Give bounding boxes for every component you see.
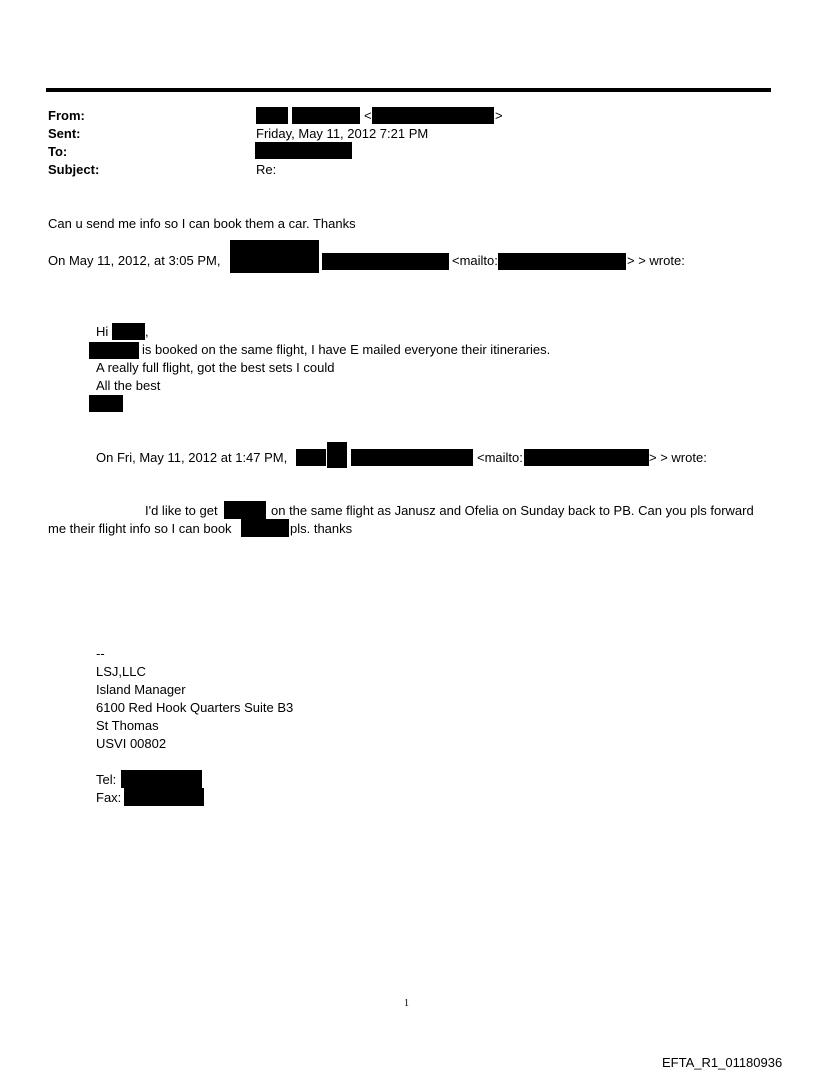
reply-line-3: A really full flight, got the best sets I could <box>96 360 335 375</box>
reply-line-2: is booked on the same flight, I have E mailed everyone their itineraries. <box>142 342 551 357</box>
redaction-quote1-name <box>230 240 319 273</box>
header-rule <box>46 88 771 92</box>
orig-part-2: on the same flight as Janusz and Ofelia on Sunday back to PB. Can you pls forward <box>271 503 754 518</box>
to-label: To: <box>48 144 68 159</box>
redaction-quote2-email <box>351 449 473 466</box>
redaction-reply-name <box>112 323 145 340</box>
redaction-orig-person <box>224 501 266 519</box>
page-number: 1 <box>404 998 409 1009</box>
sent-label: Sent: <box>48 126 81 141</box>
quote2-prefix: On Fri, May 11, 2012 at 1:47 PM, <box>96 450 288 465</box>
quote1-mailto: <mailto: <box>452 253 498 268</box>
quote2-mailto: <mailto: <box>477 450 523 465</box>
redaction-fax <box>124 788 204 806</box>
reply-comma: , <box>145 324 149 339</box>
from-gt: > <box>495 108 503 123</box>
orig-part-4: pls. thanks <box>290 521 353 536</box>
redaction-quote1-email <box>322 253 449 270</box>
signature-title: Island Manager <box>96 682 186 697</box>
from-label: From: <box>48 108 85 123</box>
subject-label: Subject: <box>48 162 100 177</box>
subject-value: Re: <box>256 162 277 177</box>
redaction-quote2-name-b <box>327 442 347 468</box>
redaction-to <box>255 142 352 159</box>
redaction-quote1-mailto <box>498 253 626 270</box>
redaction-reply-signoff <box>89 395 123 412</box>
quote1-suffix: > > wrote: <box>627 253 685 268</box>
quote2-suffix: > > wrote: <box>649 450 707 465</box>
signature-dashes: -- <box>96 646 105 661</box>
signature-fax-label: Fax: <box>96 790 122 805</box>
sent-value: Friday, May 11, 2012 7:21 PM <box>256 126 429 141</box>
redaction-quote2-name-a <box>296 449 326 466</box>
orig-part-3: me their flight info so I can book <box>48 521 232 536</box>
signature-company: LSJ,LLC <box>96 664 146 679</box>
signature-address-1: 6100 Red Hook Quarters Suite B3 <box>96 700 294 715</box>
reply-line-4: All the best <box>96 378 161 393</box>
redaction-from-email <box>372 107 494 124</box>
redaction-quote2-mailto <box>524 449 649 466</box>
document-id: EFTA_R1_01180936 <box>662 1055 783 1070</box>
redaction-orig-person-2 <box>241 519 289 537</box>
from-lt: < <box>364 108 372 123</box>
signature-address-2: St Thomas <box>96 718 159 733</box>
reply-hi: Hi <box>96 324 109 339</box>
redaction-from-last <box>292 107 360 124</box>
signature-tel-label: Tel: <box>96 772 117 787</box>
quote1-prefix: On May 11, 2012, at 3:05 PM, <box>48 253 221 268</box>
body-line-1: Can u send me info so I can book them a car. Thanks <box>48 216 356 231</box>
orig-part-1: I'd like to get <box>145 503 218 518</box>
signature-address-3: USVI 00802 <box>96 736 167 751</box>
redaction-from-first <box>256 107 288 124</box>
redaction-tel <box>121 770 202 788</box>
redaction-reply-person <box>89 342 139 359</box>
